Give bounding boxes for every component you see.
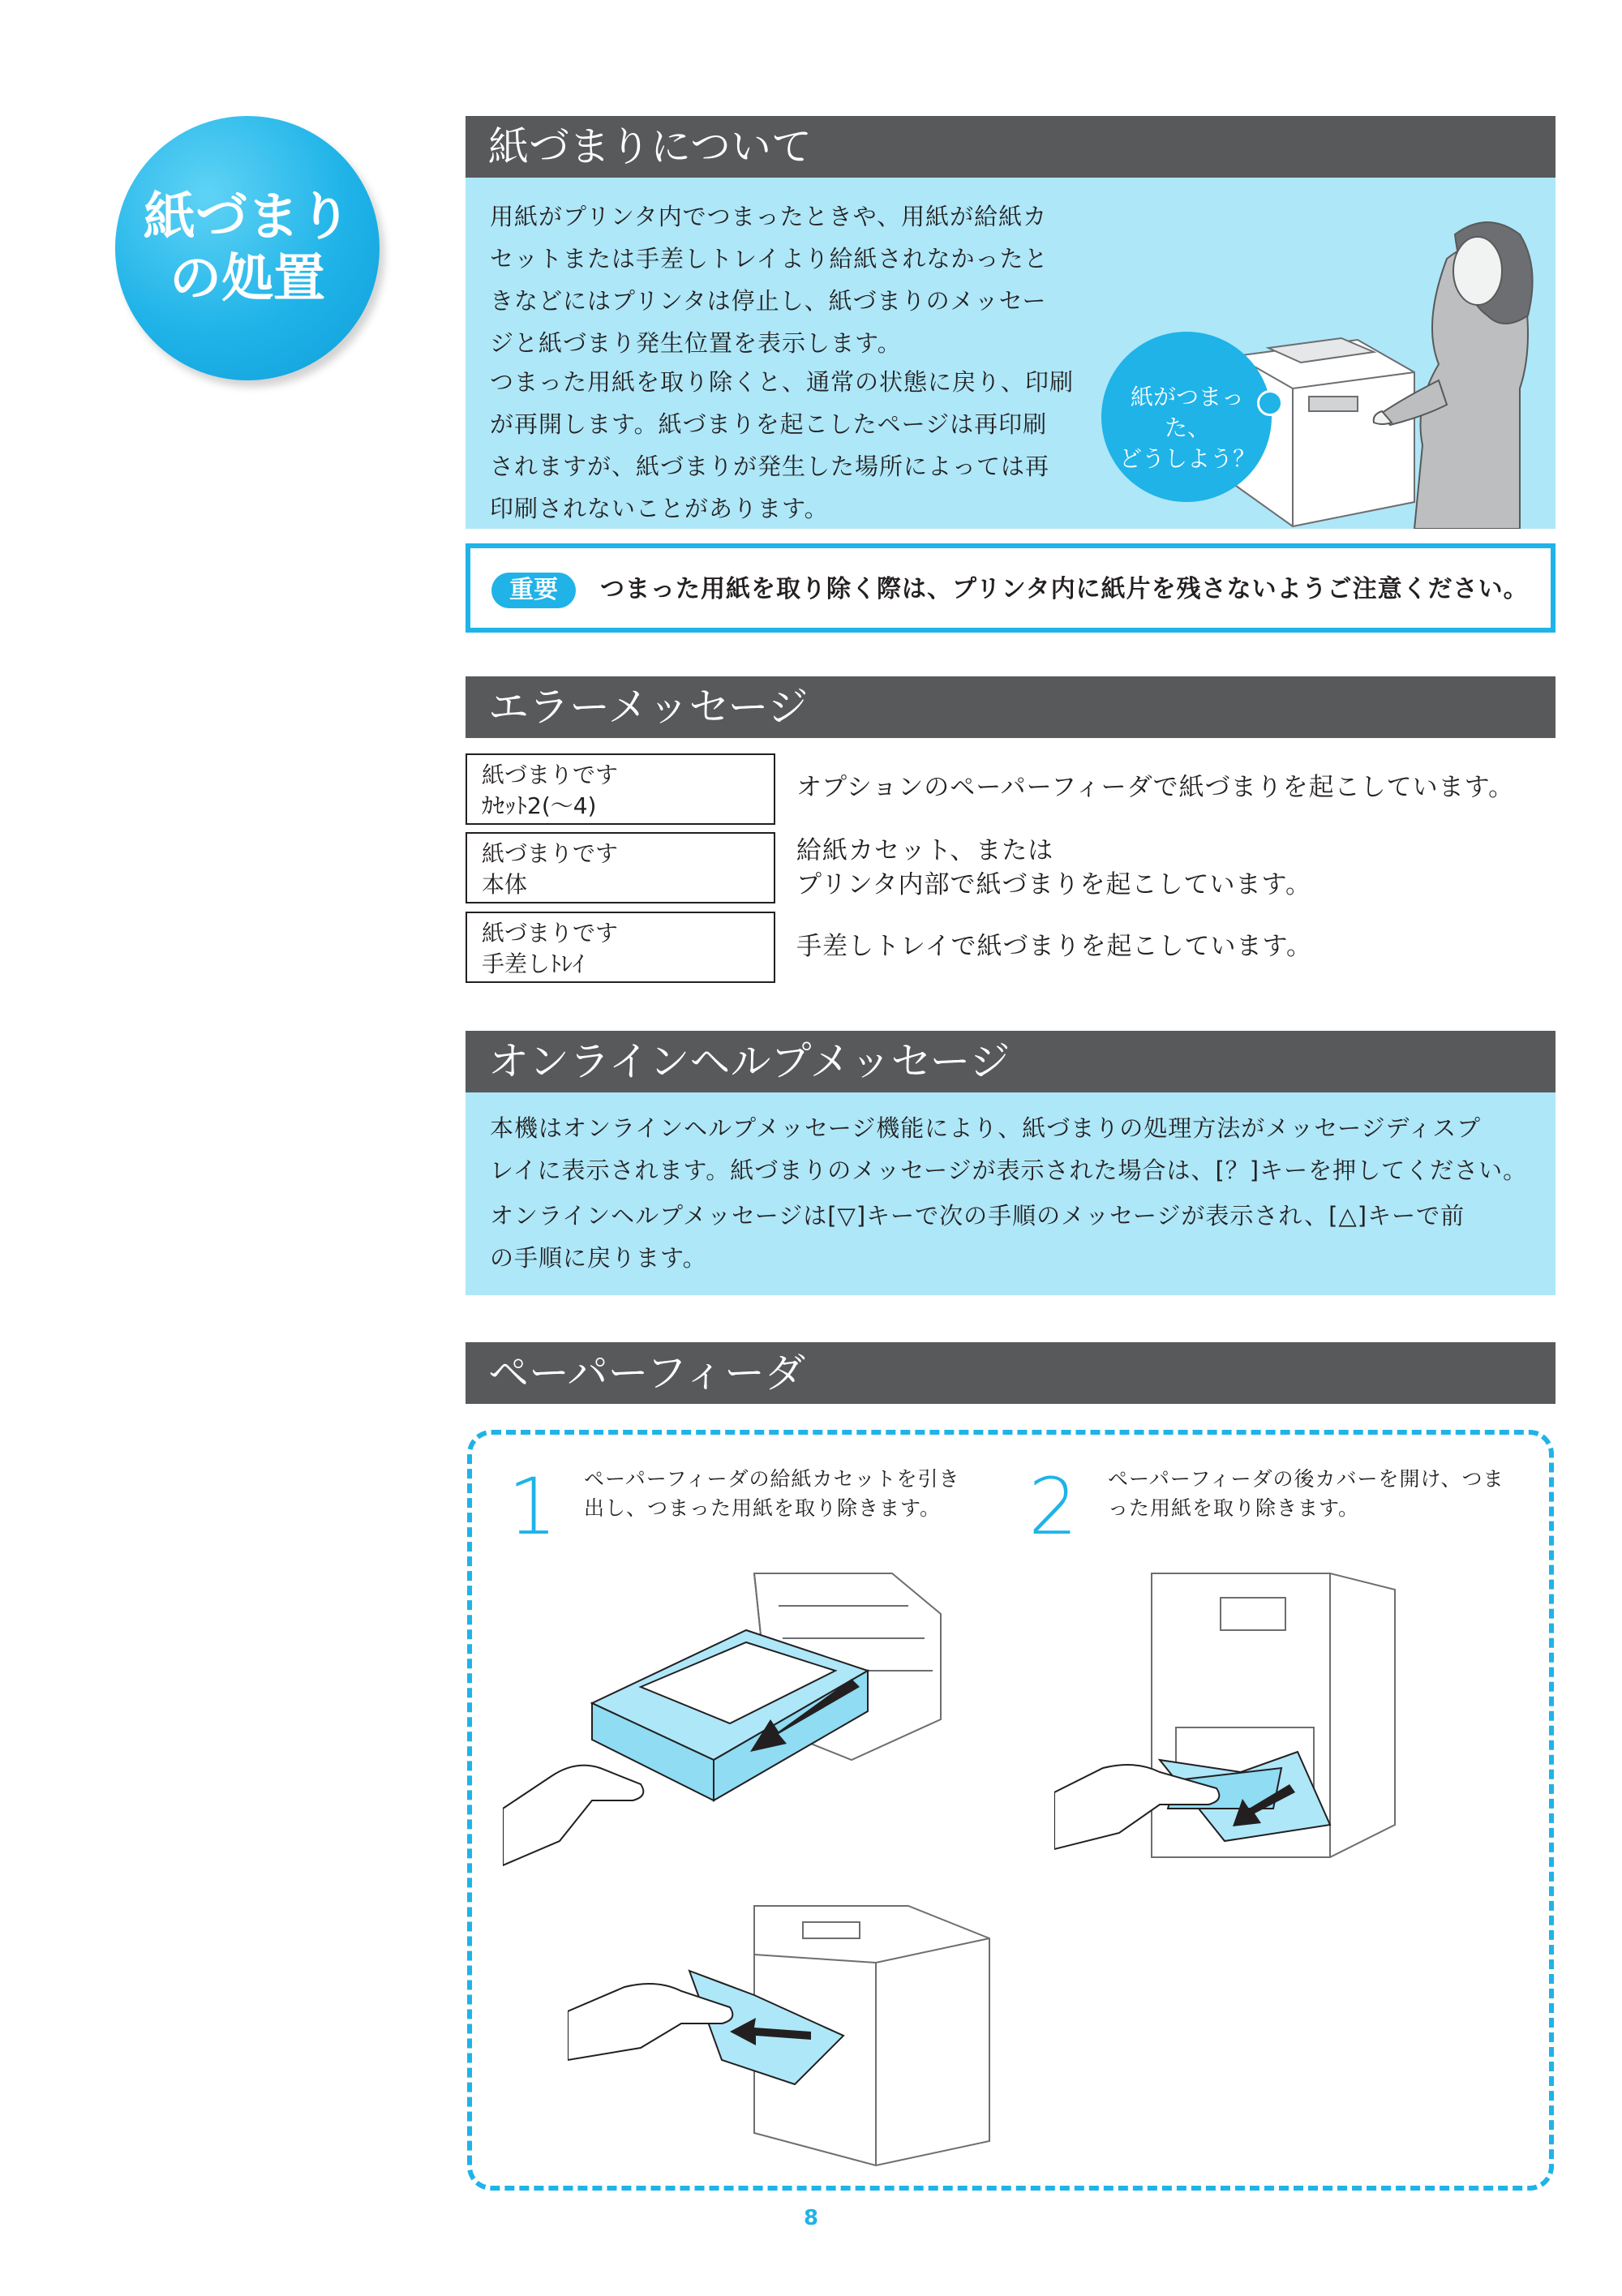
intro-paragraph-1: 用紙がプリンタ内でつまったときや、用紙が給紙カ セットまたは手差しトレイより給紙されなかったと きなどにはプリンタは停止し、紙づまりのメッセー ジと紙づまり発生位置を表示します。 <box>490 203 1049 357</box>
important-text: つまった用紙を取り除く際は、プリンタ内に紙片を残さないようご注意ください。 <box>600 575 1529 603</box>
step-text: ペーパーフィーダの給紙カセットを引き 出し、つまった用紙を取り除きます。 <box>584 1467 960 1520</box>
badge-line1: 紙づまり <box>144 187 351 247</box>
woman-printer-illustration <box>1033 178 1555 529</box>
section-title-paper-feeder: ペーパーフィーダ <box>466 1342 1555 1404</box>
online-help-paragraph-1: 本機はオンラインヘルプメッセージ機能により、紙づまりの処理方法がメッセージディスプ レイに表示されます。紙づまりのメッセージが表示された場合は、[？]キーを押してください。 <box>490 1114 1528 1184</box>
important-notice <box>466 543 1555 633</box>
error-description: 手差しトレイで紙づまりを起こしています。 <box>796 932 1312 961</box>
badge-line2: の処置 <box>169 249 325 309</box>
online-help-paragraph-2: オンラインヘルプメッセージは[▽]キーで次の手順のメッセージが表示され、[△]キーで前 の手順に戻ります。 <box>490 1202 1465 1272</box>
step-number: 2 <box>1028 1461 1079 1552</box>
bubble-tail <box>1257 390 1283 416</box>
chapter-badge <box>115 116 380 380</box>
section-title-error-messages: エラーメッセージ <box>466 676 1555 738</box>
intro-panel <box>466 178 1555 529</box>
printer-front-illustration <box>568 1898 1022 2174</box>
error-message-box: 紙づまりです ｶｾｯﾄ2(～4) <box>466 753 775 825</box>
page-number: 8 <box>803 2206 819 2230</box>
section-title-paper-jam: 紙づまりについて <box>466 116 1555 178</box>
cassette-pull-illustration <box>503 1565 989 1873</box>
error-message-box: 紙づまりです 手差しﾄﾚｲ <box>466 912 775 983</box>
step-number: 1 <box>508 1461 558 1552</box>
error-message-box: 紙づまりです 本体 <box>466 832 775 903</box>
error-description: オプションのペーパーフィーダで紙づまりを起こしています。 <box>796 773 1515 802</box>
rear-cover-illustration <box>1054 1565 1508 1873</box>
intro-paragraph-2: つまった用紙を取り除くと、通常の状態に戻り、印刷 が再開します。紙づまりを起こしたページは再印刷 されますが、紙づまりが発生した場所によっては再 印刷されないことがあります。 <box>490 368 1075 522</box>
speech-bubble-text: 紙がつまった、 どうしよう？ <box>1118 384 1255 472</box>
important-label: 重要 <box>491 573 576 608</box>
online-help-panel <box>466 1092 1555 1295</box>
error-description: 給紙カセット、または プリンタ内部で紙づまりを起こしています。 <box>796 836 1312 899</box>
section-title-online-help: オンラインヘルプメッセージ <box>466 1031 1555 1092</box>
step-text: ペーパーフィーダの後カバーを開け、つま った用紙を取り除きます。 <box>1108 1467 1504 1520</box>
